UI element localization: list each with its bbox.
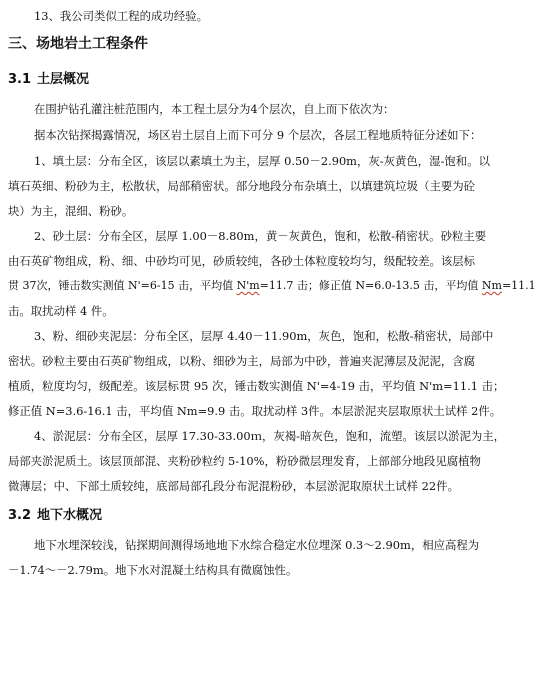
section-number: 3.2 xyxy=(8,508,32,523)
paragraph-line: 击。取扰动样 4 件。 xyxy=(8,304,114,318)
paragraph-line: 植质，粒度均匀，级配差。该层标贯 95 次，锤击数实测值 N'=4-19 击，平均值 N'm=11.1 击； xyxy=(8,379,505,393)
paragraph-line: 由石英矿物组成，粉、细、中砂均可见，砂质较纯，各砂土体粒度较均匀，级配较差。该层标 xyxy=(8,254,476,268)
text-run: =11.1 xyxy=(501,279,536,292)
section-title: 土层概况 xyxy=(37,72,90,87)
paragraph-line: 据本次钻探揭露情况，场区岩土层自上而下可分 9 个层次，各层工程地质特征分述如下： xyxy=(34,128,482,142)
paragraph-line: 密状。砂粒主要由石英矿物组成，以粉、细砂为主，局部为中砂，普遍夹泥薄层及泥泥，含腐 xyxy=(8,354,476,368)
paragraph-line: 修正值 N=3.6-16.1 击，平均值 Nm=9.9 击。取扰动样 3件。本层淤泥夹层取原状土试样 2件。 xyxy=(8,404,502,418)
paragraph-line: 2、砂土层：分布全区，层厚 1.00－8.80m，黄－灰黄色，饱和，松散-稍密状。砂粒主要 xyxy=(34,229,487,243)
list-item-13: 13、我公司类似工程的成功经验。 xyxy=(34,9,208,23)
text-run: N'm xyxy=(236,279,260,292)
section-title: 地下水概况 xyxy=(37,508,103,523)
paragraph-line: 填石英细、粉砂为主，松散状，局部稍密状。部分地段分布杂填土，以填建筑垃圾（主要为砼 xyxy=(8,179,476,193)
text-run: 贯 37次，锤击数实测值 N'=6-15 击，平均值 xyxy=(8,279,237,292)
section-heading-3: 三、场地岩土工程条件 xyxy=(8,36,148,52)
paragraph-line: 微薄层；中、下部土质较纯，底部局部孔段分布泥混粉砂，本层淤泥取原状土试样 22件。 xyxy=(8,479,459,493)
paragraph-line: 4、淤泥层：分布全区，层厚 17.30-33.00ｍ，灰褐-暗灰色，饱和，流塑。该层以淤泥为主， xyxy=(34,429,506,443)
section-heading-3-2 xyxy=(8,506,102,526)
paragraph-line: 块）为主，混细、粉砂。 xyxy=(8,204,134,218)
paragraph-line: 局部夹淤泥质土。该层顶部混、夹粉砂粒约 5-10%，粉砂微层理发育，上部部分地段见腐植物 xyxy=(8,454,481,468)
paragraph-line: 地下水埋深较浅，钻探期间测得场地地下水综合稳定水位埋深 0.3～2.90m，相应高程为 xyxy=(34,538,480,552)
section-number: 3.1 xyxy=(8,72,32,87)
section-heading-3-1 xyxy=(8,70,89,90)
text-run: =11.7 击；修正值 N=6.0-13.5 击，平均值 xyxy=(259,279,482,292)
paragraph-line: 1、填土层：分布全区，该层以素填土为主，层厚 0.50－2.90m，灰-灰黄色，湿-饱和。以 xyxy=(34,154,490,168)
paragraph-line: －1.74～－2.79m。地下水对混凝土结构具有微腐蚀性。 xyxy=(8,563,298,577)
paragraph-line xyxy=(8,278,536,294)
paragraph-line: 3、粉、细砂夹泥层：分布全区，层厚 4.40－11.90m，灰色，饱和，松散-稍密状，局部中 xyxy=(34,329,494,343)
paragraph-line: 在围护钻孔灌注桩范围内，本工程土层分为4个层次，自上而下依次为： xyxy=(34,102,395,116)
text-run: Nm xyxy=(481,279,502,292)
